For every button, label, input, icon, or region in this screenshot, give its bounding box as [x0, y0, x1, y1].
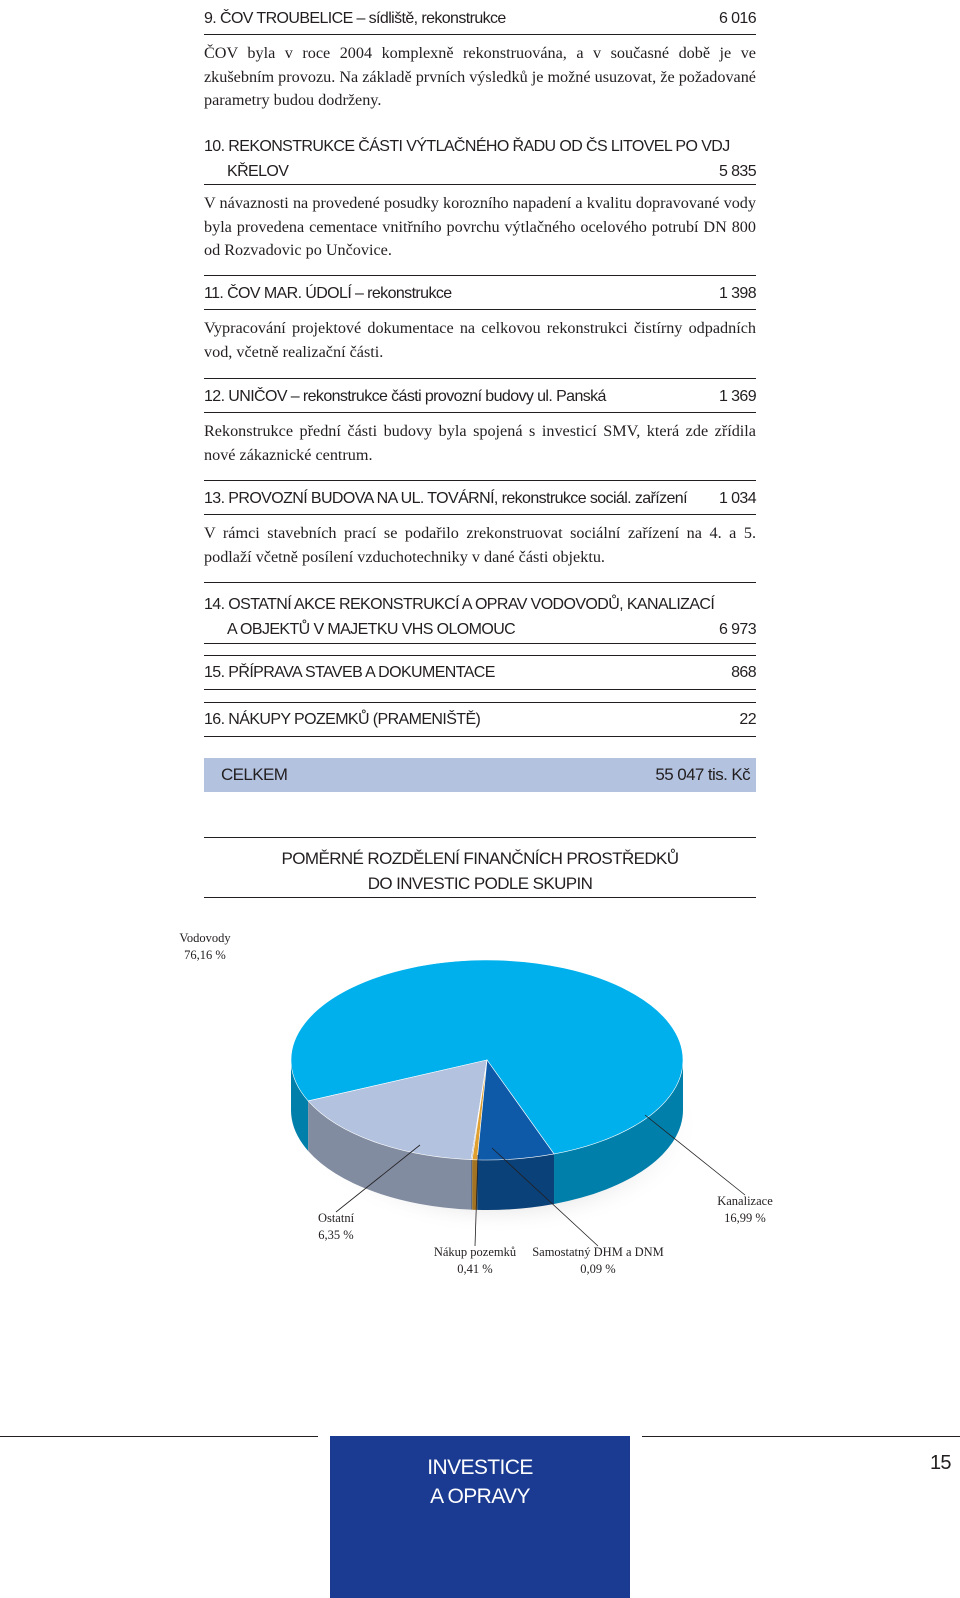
section-tab	[330, 1436, 630, 1598]
divider	[204, 689, 756, 690]
item-10-heading	[204, 134, 756, 184]
divider	[204, 897, 756, 898]
pie-chart	[0, 930, 960, 1310]
item-9-text: ČOV byla v roce 2004 komplexně rekonstruována, a v současné době je ve zkušebním provozu. Na základě prvních výsledků je možné usuzovat, že požadované parametry budou dodrženy.	[204, 44, 756, 109]
pie-label-name-0: Vodovody	[179, 931, 231, 945]
chart-title	[204, 846, 756, 896]
item-13-amount: 1 034	[718, 490, 756, 507]
divider	[204, 837, 756, 838]
item-10-text: V návaznosti na provedené posudky korozního napadení a kvalitu dopravované vody byla provedena cementace vnitřního povrchu výtlačného ocelového potrubí DN 800 od Rozvadovic po Unčovice.	[204, 194, 756, 259]
item-11-text: Vypracování projektové dokumentace na celkovou rekonstrukci čistírny odpadních vod, včetně realizační části.	[204, 319, 756, 361]
item-16-amount: 22	[739, 711, 756, 728]
divider	[204, 34, 756, 35]
item-16-title: 16. NÁKUPY POZEMKŮ (PRAMENIŠTĚ)	[204, 711, 481, 728]
item-11-amount: 1 398	[718, 285, 756, 302]
pie-label-value-1: 16,99 %	[724, 1211, 766, 1225]
item-15-heading	[204, 664, 756, 682]
section-line-1: INVESTICE	[427, 1456, 533, 1479]
section-line-2: A OPRAVY	[430, 1485, 530, 1508]
item-10-amount: 5 835	[718, 163, 756, 180]
item-13-text: V rámci stavebních prací se podařilo zrekonstruovat sociální zařízení na 4. a 5. podlaží včetně posílení vzduchotechniky v dané části objektu.	[204, 524, 756, 566]
divider	[204, 736, 756, 737]
divider	[204, 702, 756, 703]
chart-title-line-2: DO INVESTIC PODLE SKUPIN	[367, 874, 593, 893]
total-bar	[204, 758, 756, 792]
item-12-title: 12. UNIČOV – rekonstrukce části provozní budovy ul. Panská	[204, 388, 606, 405]
pie-side-4	[477, 1154, 554, 1210]
item-11-heading	[204, 285, 756, 303]
divider	[204, 514, 756, 515]
divider	[204, 643, 756, 644]
item-14-amount: 6 973	[718, 621, 756, 638]
item-16-heading	[204, 711, 756, 729]
pie-label-name-3: Nákup pozemků	[433, 1245, 517, 1259]
pie-label-value-3: 0,41 %	[457, 1262, 493, 1276]
divider	[204, 378, 756, 379]
divider	[204, 412, 756, 413]
item-12-heading	[204, 388, 756, 406]
item-12-text: Rekonstrukce přední části budovy byla spojená s investicí SMV, která zde zřídila nové zákaznické centrum.	[204, 422, 756, 464]
divider	[204, 309, 756, 310]
item-14-title: 14. OSTATNÍ AKCE REKONSTRUKCÍ A OPRAV VODOVODŮ, KANALIZACÍ	[204, 596, 715, 613]
pie-label-name-4: Ostatní	[317, 1211, 355, 1225]
item-10-title-cont: KŘELOV	[227, 163, 289, 180]
item-13-title: 13. PROVOZNÍ BUDOVA NA UL. TOVÁRNÍ, rekonstrukce sociál. zařízení	[204, 490, 687, 507]
total-value: 55 047 tis. Kč	[655, 765, 750, 784]
footer-rule-left	[0, 1436, 318, 1437]
chart-title-line-1: POMĚRNÉ ROZDĚLENÍ FINANČNÍCH PROSTŘEDKŮ	[281, 849, 679, 868]
item-9-amount: 6 016	[718, 10, 756, 27]
item-9-title: 9. ČOV TROUBELICE – sídliště, rekonstrukce	[204, 10, 506, 27]
pie-label-value-2: 0,09 %	[580, 1262, 616, 1276]
item-10-title: 10. REKONSTRUKCE ČÁSTI VÝTLAČNÉHO ŘADU OD ČS LITOVEL PO VDJ	[204, 138, 730, 155]
pie-label-name-1: Kanalizace	[717, 1194, 773, 1208]
divider	[204, 184, 756, 185]
pie-label-value-0: 76,16 %	[184, 948, 226, 962]
item-12-amount: 1 369	[718, 388, 756, 405]
total-label: CELKEM	[221, 765, 288, 784]
item-14-title-cont: A OBJEKTŮ V MAJETKU VHS OLOMOUC	[227, 621, 516, 638]
item-9-heading	[204, 10, 756, 28]
divider	[204, 480, 756, 481]
pie-label-value-4: 6,35 %	[318, 1228, 354, 1242]
pie-label-name-2: Samostatný DHM a DNM	[532, 1245, 664, 1259]
divider	[204, 655, 756, 656]
pie-tops	[291, 960, 683, 1160]
page-number: 15	[930, 1452, 951, 1474]
item-13-heading	[204, 490, 756, 508]
footer-rule-right	[642, 1436, 960, 1437]
divider	[204, 275, 756, 276]
item-15-amount: 868	[731, 664, 756, 681]
item-14-heading	[204, 592, 756, 642]
divider	[204, 582, 756, 583]
pie-side-2	[471, 1160, 472, 1210]
item-15-title: 15. PŘÍPRAVA STAVEB A DOKUMENTACE	[204, 664, 495, 681]
item-11-title: 11. ČOV MAR. ÚDOLÍ – rekonstrukce	[204, 285, 452, 302]
